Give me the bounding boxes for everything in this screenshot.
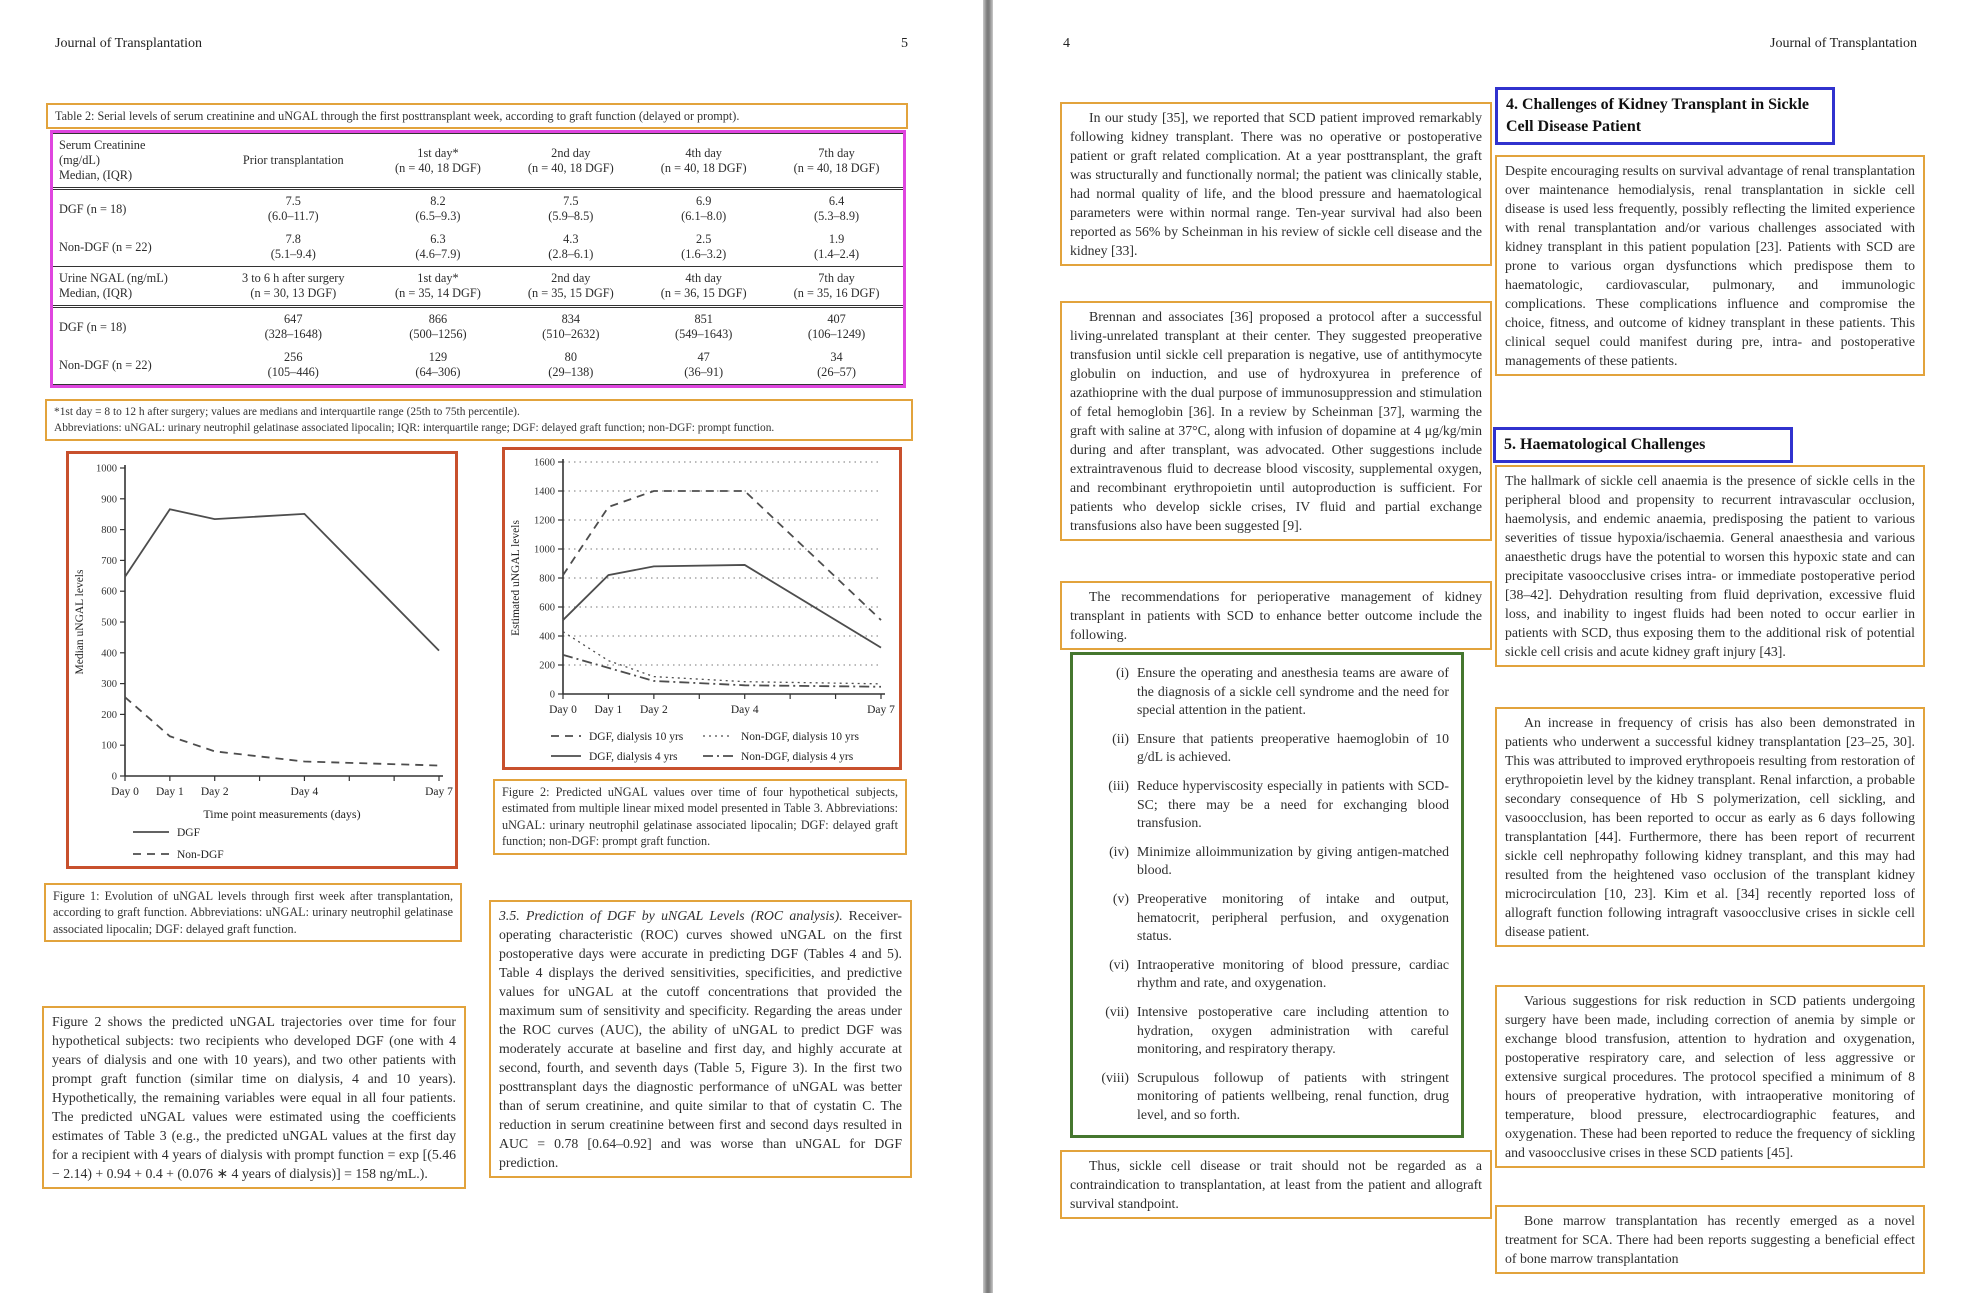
list-item-number: (viii) [1101, 1069, 1129, 1085]
table-cell: 6.9 (6.1–8.0) [681, 194, 727, 223]
svg-text:Day 0: Day 0 [111, 786, 139, 798]
table-cell: 47 (36–91) [637, 346, 770, 385]
table-cell: Urine NGAL (ng/mL) Median, (IQR) [53, 267, 215, 307]
figure2-discussion-paragraph: Figure 2 shows the predicted uNGAL trajectories over time for four hypothetical subjects: two recipients who developed DGF (one with 4 years of dialysis and one with 10 years), and two other patients with prompt graft function (similar time on dialysis, 4 and 10 years). Hypothetically, the remaining variables were equal in all four patients. The predicted uNGAL values were estimated using the coefficients estimates of Table 3 (e.g., the predicted uNGAL values at the first day for a recipient with 4 years of dialysis with prompt function = exp [(5.46 − 2.14) + 0.94 + 0.4 + (0.076 ∗ 4 years of dialysis)] = 158 ng/mL.). [52, 1014, 456, 1181]
figure2-line-chart [505, 450, 899, 767]
list-item [1085, 730, 1449, 767]
table-header-row [53, 267, 903, 307]
recommendations-intro-annotation[interactable] [1060, 581, 1492, 650]
page-number-right: 4 [1063, 36, 1070, 51]
svg-text:Day 0: Day 0 [549, 704, 577, 716]
svg-text:500: 500 [101, 617, 117, 629]
list-item-text: Ensure that patients preoperative haemoglobin of 10 g/dL is achieved. [1137, 730, 1449, 765]
svg-text:0: 0 [549, 689, 555, 701]
section5-paragraph1: The hallmark of sickle cell anaemia is the presence of sickle cells in the peripheral blood and propensity to recurrent intravascular occlusion, haemolysis, and endemic anaemia, predisposing the patient to various severities of tissue hypoxia/ischaemia. General anaesthesia and various anaesthetic drugs have the potential to worsen this hypoxic state and can precipitate vasoocclusive crises intra- or immediate postoperative period [38–42]. Dehydration resulting from fluid deprivation, excessive fluid loss, and inability to ingest fluids had been noted to occur earlier in patients with SCD, thus exposing them to the additional risk of potential sickle cell crisis and acute kidney graft injury [43]. [1505, 473, 1915, 659]
section5-paragraph2: An increase in frequency of crisis has also been demonstrated in patients who underwent a successful kidney transplantation [23–25, 30]. This was attributed to improved erythropoeis resulting from restoration of erythropoietin level by the kidney transplant. Renal infarction, a probable secondary consequence of Hb S polymerization, cell sickling, and vasoocclusion, has been reported to occur as early as 6 days following transplantation [44]. Furthermore, there has been report of recurrent sickle cell nephropathy following kidney transplant, and this may had resulted from the heightened vaso occlusion of the transplant kidney microcirculation [10, 23]. Kim et al. [34] recently reported loss of allograft function following intragraft vasoocclusive crises in sickle cell disease patient. [1505, 715, 1915, 939]
list-item-number: (vii) [1105, 1003, 1129, 1019]
section5-paragraph4: Bone marrow transplantation has recently emerged as a novel treatment for SCA. There had been reports suggesting a beneficial effect of bone marrow transplantation [1505, 1213, 1915, 1266]
table-row [53, 346, 903, 385]
list-item [1085, 956, 1449, 993]
svg-text:900: 900 [101, 494, 117, 506]
table-row [53, 307, 903, 347]
closing-statement-annotation[interactable] [1060, 1150, 1492, 1219]
table-cell: 1st day* (n = 40, 18 DGF) [372, 134, 505, 189]
brennan-protocol-paragraph: Brennan and associates [36] proposed a protocol after a successful living-unrelated transplant at their center. They suggested preoperative transfusion until sickle cell preparation is negative, use of antithymocyte globulin on induction, and use of hydroxyurea in preference of azathioprine with the dual purpose of immunosuppression and stimulation of fetal hemoglobin [36]. In a review by Scheinman [37], warming the graft with saline at 37°C, along with infusion of dopamine at 4 μg/kg/min during and after transplant, was advocated. Other suggestions include extraintravenous fluid to decrease blood viscosity, supplemental oxygen, and recombinant erythropoietin until autoproduction is sufficient. For patients who develop sickle crises, IV fluid and partial exchange transfusions also have been suggested [9]. [1070, 309, 1482, 533]
table-cell: 7.8 (5.1–9.4) [270, 232, 316, 261]
figure1-caption: Figure 1: Evolution of uNGAL levels through first week after transplantation, according to graft function. Abbreviations: uNGAL: urinary neutrophil gelatinase associated lipocalin; DGF: delayed graft function. [53, 889, 453, 936]
figure2-caption: Figure 2: Predicted uNGAL values over time of four hypothetical subjects, estimated from multiple linear mixed model presented in Table 3. Abbreviations: uNGAL: urinary neutrophil gelatinase associated lipocalin; DGF: delayed graft function; non-DGF: prompt graft function. [502, 785, 898, 849]
table-cell: DGF (n = 18) [59, 201, 127, 216]
table-cell: Serum Creatinine (mg/dL) Median, (IQR) [53, 134, 215, 189]
svg-text:700: 700 [101, 555, 117, 567]
list-item-text: Reduce hyperviscosity especially in patients with SCD-SC; there may be a need for exchanging blood transfusion. [1137, 777, 1449, 831]
svg-text:1600: 1600 [534, 457, 555, 469]
table-cell: 851 (549–1643) [674, 312, 733, 341]
closing-statement-paragraph: Thus, sickle cell disease or trait should not be regarded as a contraindication to transplantation, at least from the patient and allograft survival standpoint. [1070, 1158, 1482, 1211]
list-item [1085, 664, 1449, 720]
figure2-caption-annotation[interactable] [493, 779, 907, 855]
table-cell: 6.4 (5.3–8.9) [814, 194, 860, 223]
list-item-number: (v) [1112, 890, 1129, 906]
list-item-text: Preoperative monitoring of intake and output, hematocrit, peripheral perfusion, and oxygenation status. [1137, 890, 1449, 944]
table-cell: 256 (105–446) [215, 346, 372, 385]
list-item-text: Intraoperative monitoring of blood pressure, cardiac rhythm and rate, and oxygenation. [1137, 956, 1449, 991]
page-divider [983, 0, 993, 1293]
section4-body-annotation[interactable] [1495, 155, 1925, 376]
recommendations-list-annotation[interactable] [1070, 652, 1464, 1138]
svg-text:Day 4: Day 4 [290, 786, 319, 798]
svg-text:100: 100 [101, 740, 117, 752]
svg-text:1200: 1200 [534, 515, 555, 527]
section4-heading-annotation[interactable] [1495, 87, 1835, 145]
table-cell: 647 (328–1648) [264, 312, 322, 341]
svg-text:Day 2: Day 2 [200, 786, 229, 798]
table-cell: 4th day (n = 40, 18 DGF) [637, 134, 770, 189]
list-item-number: (vi) [1109, 956, 1129, 972]
svg-text:Non-DGF: Non-DGF [177, 849, 224, 861]
svg-text:Day 7: Day 7 [425, 786, 453, 798]
table-cell: 2nd day (n = 40, 18 DGF) [504, 134, 637, 189]
section-3-5-annotation[interactable] [489, 900, 912, 1178]
svg-text:400: 400 [101, 648, 117, 660]
table-row [53, 228, 903, 267]
table-cell: 7th day (n = 35, 16 DGF) [770, 267, 903, 307]
section5-paragraph1-annotation[interactable] [1495, 465, 1925, 667]
section5-paragraph2-annotation[interactable] [1495, 707, 1925, 947]
svg-text:600: 600 [539, 602, 555, 614]
svg-text:DGF, dialysis 4 yrs: DGF, dialysis 4 yrs [589, 751, 678, 763]
list-item-number: (iv) [1109, 843, 1129, 859]
recommendations-intro-paragraph: The recommendations for perioperative management of kidney transplant in patients with SCD to enhance better outcome include the following. [1070, 589, 1482, 642]
svg-text:200: 200 [539, 660, 555, 672]
table2-footnote-1: *1st day = 8 to 12 h after surgery; values are medians and interquartile range (25th to 75th percentile). [54, 406, 520, 418]
table-cell: 866 (500–1256) [409, 312, 467, 341]
svg-text:Day 1: Day 1 [594, 704, 623, 716]
svg-text:200: 200 [101, 709, 117, 721]
svg-text:Day 4: Day 4 [730, 704, 759, 716]
svg-text:Day 1: Day 1 [155, 786, 184, 798]
study-results-paragraph: In our study [35], we reported that SCD patient improved remarkably following kidney transplant. There was no operative or postoperative patient or graft related complication. At a year posttransplant, the graft was structurally and functionally normal; the patient was clinically stable, had normal quality of life, and the blood pressure and haematological parameters were within normal range. Ten-year survival had also been reported as 56% by Scheinman in his review of sickle cell disease and the kidney [33]. [1070, 110, 1482, 258]
figure1-annotation[interactable] [66, 451, 458, 869]
section5-paragraph3-annotation[interactable] [1495, 985, 1925, 1168]
table-cell: 8.2 (6.5–9.3) [415, 194, 461, 223]
table2-footnote-2: Abbreviations: uNGAL: urinary neutrophil gelatinase associated lipocalin; IQR: interquartile range; DGF: delayed graft function; non-DGF: prompt function. [54, 422, 775, 434]
table2-caption-annotation[interactable] [46, 103, 908, 129]
table-cell: 834 (510–2632) [542, 312, 600, 341]
list-item [1085, 777, 1449, 833]
section-3-5-body: Receiver-operating characteristic (ROC) curves showed uNGAL on the first postoperative days were accurate in predicting DGF (Tables 4 and 5). Table 4 displays the derived sensitivities, specificities, and predictive values for uNGAL at the cutoff concentrations that provided the maximum sum of sensitivity and specificity. Regarding the areas under the ROC curves (AUC), the ability of uNGAL to predict DGF was moderately accurate at baseline and first day, and highly accurate at second, fourth, and seventh days (Table 5, Figure 3). In the first two posttransplant days the diagnostic performance of uNGAL was better than of serum creatinine, and quite similar to that of cystatin C. The reduction in serum creatinine between first and second days resulted in AUC = 0.78 [0.64–0.92] and was worse than uNGAL for DGF prediction. [499, 908, 902, 1170]
table-cell: 80 (29–138) [504, 346, 637, 385]
svg-text:0: 0 [111, 771, 117, 783]
table-cell: 1.9 (1.4–2.4) [814, 232, 860, 261]
svg-text:Estimated uNGAL levels: Estimated uNGAL levels [510, 520, 522, 636]
svg-text:400: 400 [539, 631, 555, 643]
table-cell: 7th day (n = 40, 18 DGF) [770, 134, 903, 189]
table2-caption: Table 2: Serial levels of serum creatinine and uNGAL through the first posttransplant week, according to graft function (delayed or prompt). [55, 109, 740, 123]
svg-text:300: 300 [101, 679, 117, 691]
journal-title-left: Journal of Transplantation [55, 36, 202, 51]
list-item-text: Ensure the operating and anesthesia teams are aware of the diagnosis of a sickle cell syndrome and the need for special attention in the patient. [1137, 665, 1449, 718]
table-cell: Non-DGF (n = 22) [59, 239, 152, 254]
table-cell: 7.5 (6.0–11.7) [267, 194, 319, 223]
svg-text:1000: 1000 [534, 544, 555, 556]
table-cell: 407 (106–1249) [807, 312, 866, 341]
list-item-number: (iii) [1108, 777, 1129, 793]
figure1-line-chart [69, 454, 455, 866]
svg-text:DGF, dialysis 10 yrs: DGF, dialysis 10 yrs [589, 731, 684, 743]
list-item [1085, 1069, 1449, 1125]
section-3-5-heading: 3.5. Prediction of DGF by uNGAL Levels (ROC analysis). [499, 908, 843, 923]
table-cell: DGF (n = 18) [59, 319, 127, 334]
svg-text:DGF: DGF [177, 827, 201, 839]
svg-text:Median uNGAL levels: Median uNGAL levels [74, 569, 86, 675]
table-cell: Prior transplantation [215, 134, 372, 189]
section4-paragraph: Despite encouraging results on survival advantage of renal transplantation over maintenance hemodialysis, renal transplantation in sickle cell disease is used less frequently, possibly reflecting the limited experience with renal transplantation and/or various challenges associated with kidney transplant in this patient population [23]. Patients with SCD are prone to various organ dysfunctions which predispose them to haematologic, cardiovascular, pulmonary, and immunologic complications. These complications influence and compromise the choice, fitness, and outcome of kidney transplant in these patients. This clinical sequel could manifest during pre, intra- and postoperative managements of these patients. [1505, 163, 1915, 368]
svg-text:Non-DGF, dialysis 4 yrs: Non-DGF, dialysis 4 yrs [741, 751, 854, 763]
section5-paragraph3: Various suggestions for risk reduction in SCD patients undergoing surgery have been made, including correction of anemia by simple or exchange blood transfusion, attention to hydration and oxygenation, postoperative respiratory care, and selection of less aggressive or extensive surgical procedures. The protocol specified a minimum of 8 hours of preoperative hydration, with intraoperative monitoring of temperature, blood pressure, electrocardiographic features, and oxygenation. These had been reported to reduce the frequency of sickling and vasoocclusive crises in these SCD patients [45]. [1505, 993, 1915, 1160]
list-item-number: (ii) [1112, 730, 1129, 746]
table-cell: 4th day (n = 36, 15 DGF) [637, 267, 770, 307]
figure2-annotation[interactable] [502, 447, 902, 770]
serum-creatinine-ungal-table [53, 133, 903, 385]
journal-title-right: Journal of Transplantation [1770, 36, 1917, 51]
table-cell: 2.5 (1.6–3.2) [681, 232, 727, 261]
brennan-protocol-annotation[interactable] [1060, 301, 1492, 541]
svg-text:Day 2: Day 2 [639, 704, 668, 716]
svg-text:1000: 1000 [96, 463, 117, 475]
table-cell: 34 (26–57) [770, 346, 903, 385]
table2-footnotes-annotation[interactable] [45, 399, 913, 441]
section4-heading: 4. Challenges of Kidney Transplant in Sickle Cell Disease Patient [1506, 96, 1810, 135]
svg-text:Time point measurements (days): Time point measurements (days) [203, 807, 361, 821]
table-cell: 7.5 (5.9–8.5) [548, 194, 594, 223]
table-cell: Non-DGF (n = 22) [53, 346, 215, 385]
section5-heading: 5. Haematological Challenges [1504, 436, 1706, 453]
svg-text:1400: 1400 [534, 486, 555, 498]
svg-text:600: 600 [101, 586, 117, 598]
table-header-row [53, 134, 903, 189]
list-item-text: Intensive postoperative care including attention to hydration, oxygen administration with careful monitoring, and respiratory therapy. [1137, 1003, 1449, 1057]
list-item [1085, 890, 1449, 946]
table-cell: 6.3 (4.6–7.9) [415, 232, 461, 261]
svg-text:800: 800 [539, 573, 555, 585]
table-cell: 129 (64–306) [372, 346, 505, 385]
list-item-text: Minimize alloimmunization by giving antigen-matched blood. [1137, 843, 1449, 878]
list-item-text: Scrupulous followup of patients with stringent monitoring of patients wellbeing, renal function, drug level, and so forth. [1137, 1069, 1449, 1122]
section-3-5-paragraph [491, 902, 910, 1176]
svg-text:800: 800 [101, 525, 117, 537]
section5-heading-annotation[interactable] [1493, 427, 1793, 463]
table-cell: 2nd day (n = 35, 15 DGF) [504, 267, 637, 307]
table-cell: 3 to 6 h after surgery (n = 30, 13 DGF) [215, 267, 372, 307]
study-results-annotation[interactable] [1060, 102, 1492, 266]
section5-paragraph4-annotation[interactable] [1495, 1205, 1925, 1274]
table-row [53, 189, 903, 229]
figure1-caption-annotation[interactable] [44, 883, 462, 942]
table2-annotation[interactable] [50, 130, 906, 388]
table-cell: 1st day* (n = 35, 14 DGF) [372, 267, 505, 307]
svg-text:Non-DGF, dialysis 10 yrs: Non-DGF, dialysis 10 yrs [741, 731, 859, 743]
list-item-number: (i) [1115, 665, 1129, 680]
page-number-left: 5 [901, 36, 908, 51]
table-cell: 4.3 (2.8–6.1) [548, 232, 594, 261]
figure2-discussion-annotation[interactable] [42, 1006, 466, 1189]
svg-text:Day 7: Day 7 [867, 704, 895, 716]
list-item [1085, 1003, 1449, 1059]
list-item [1085, 843, 1449, 880]
